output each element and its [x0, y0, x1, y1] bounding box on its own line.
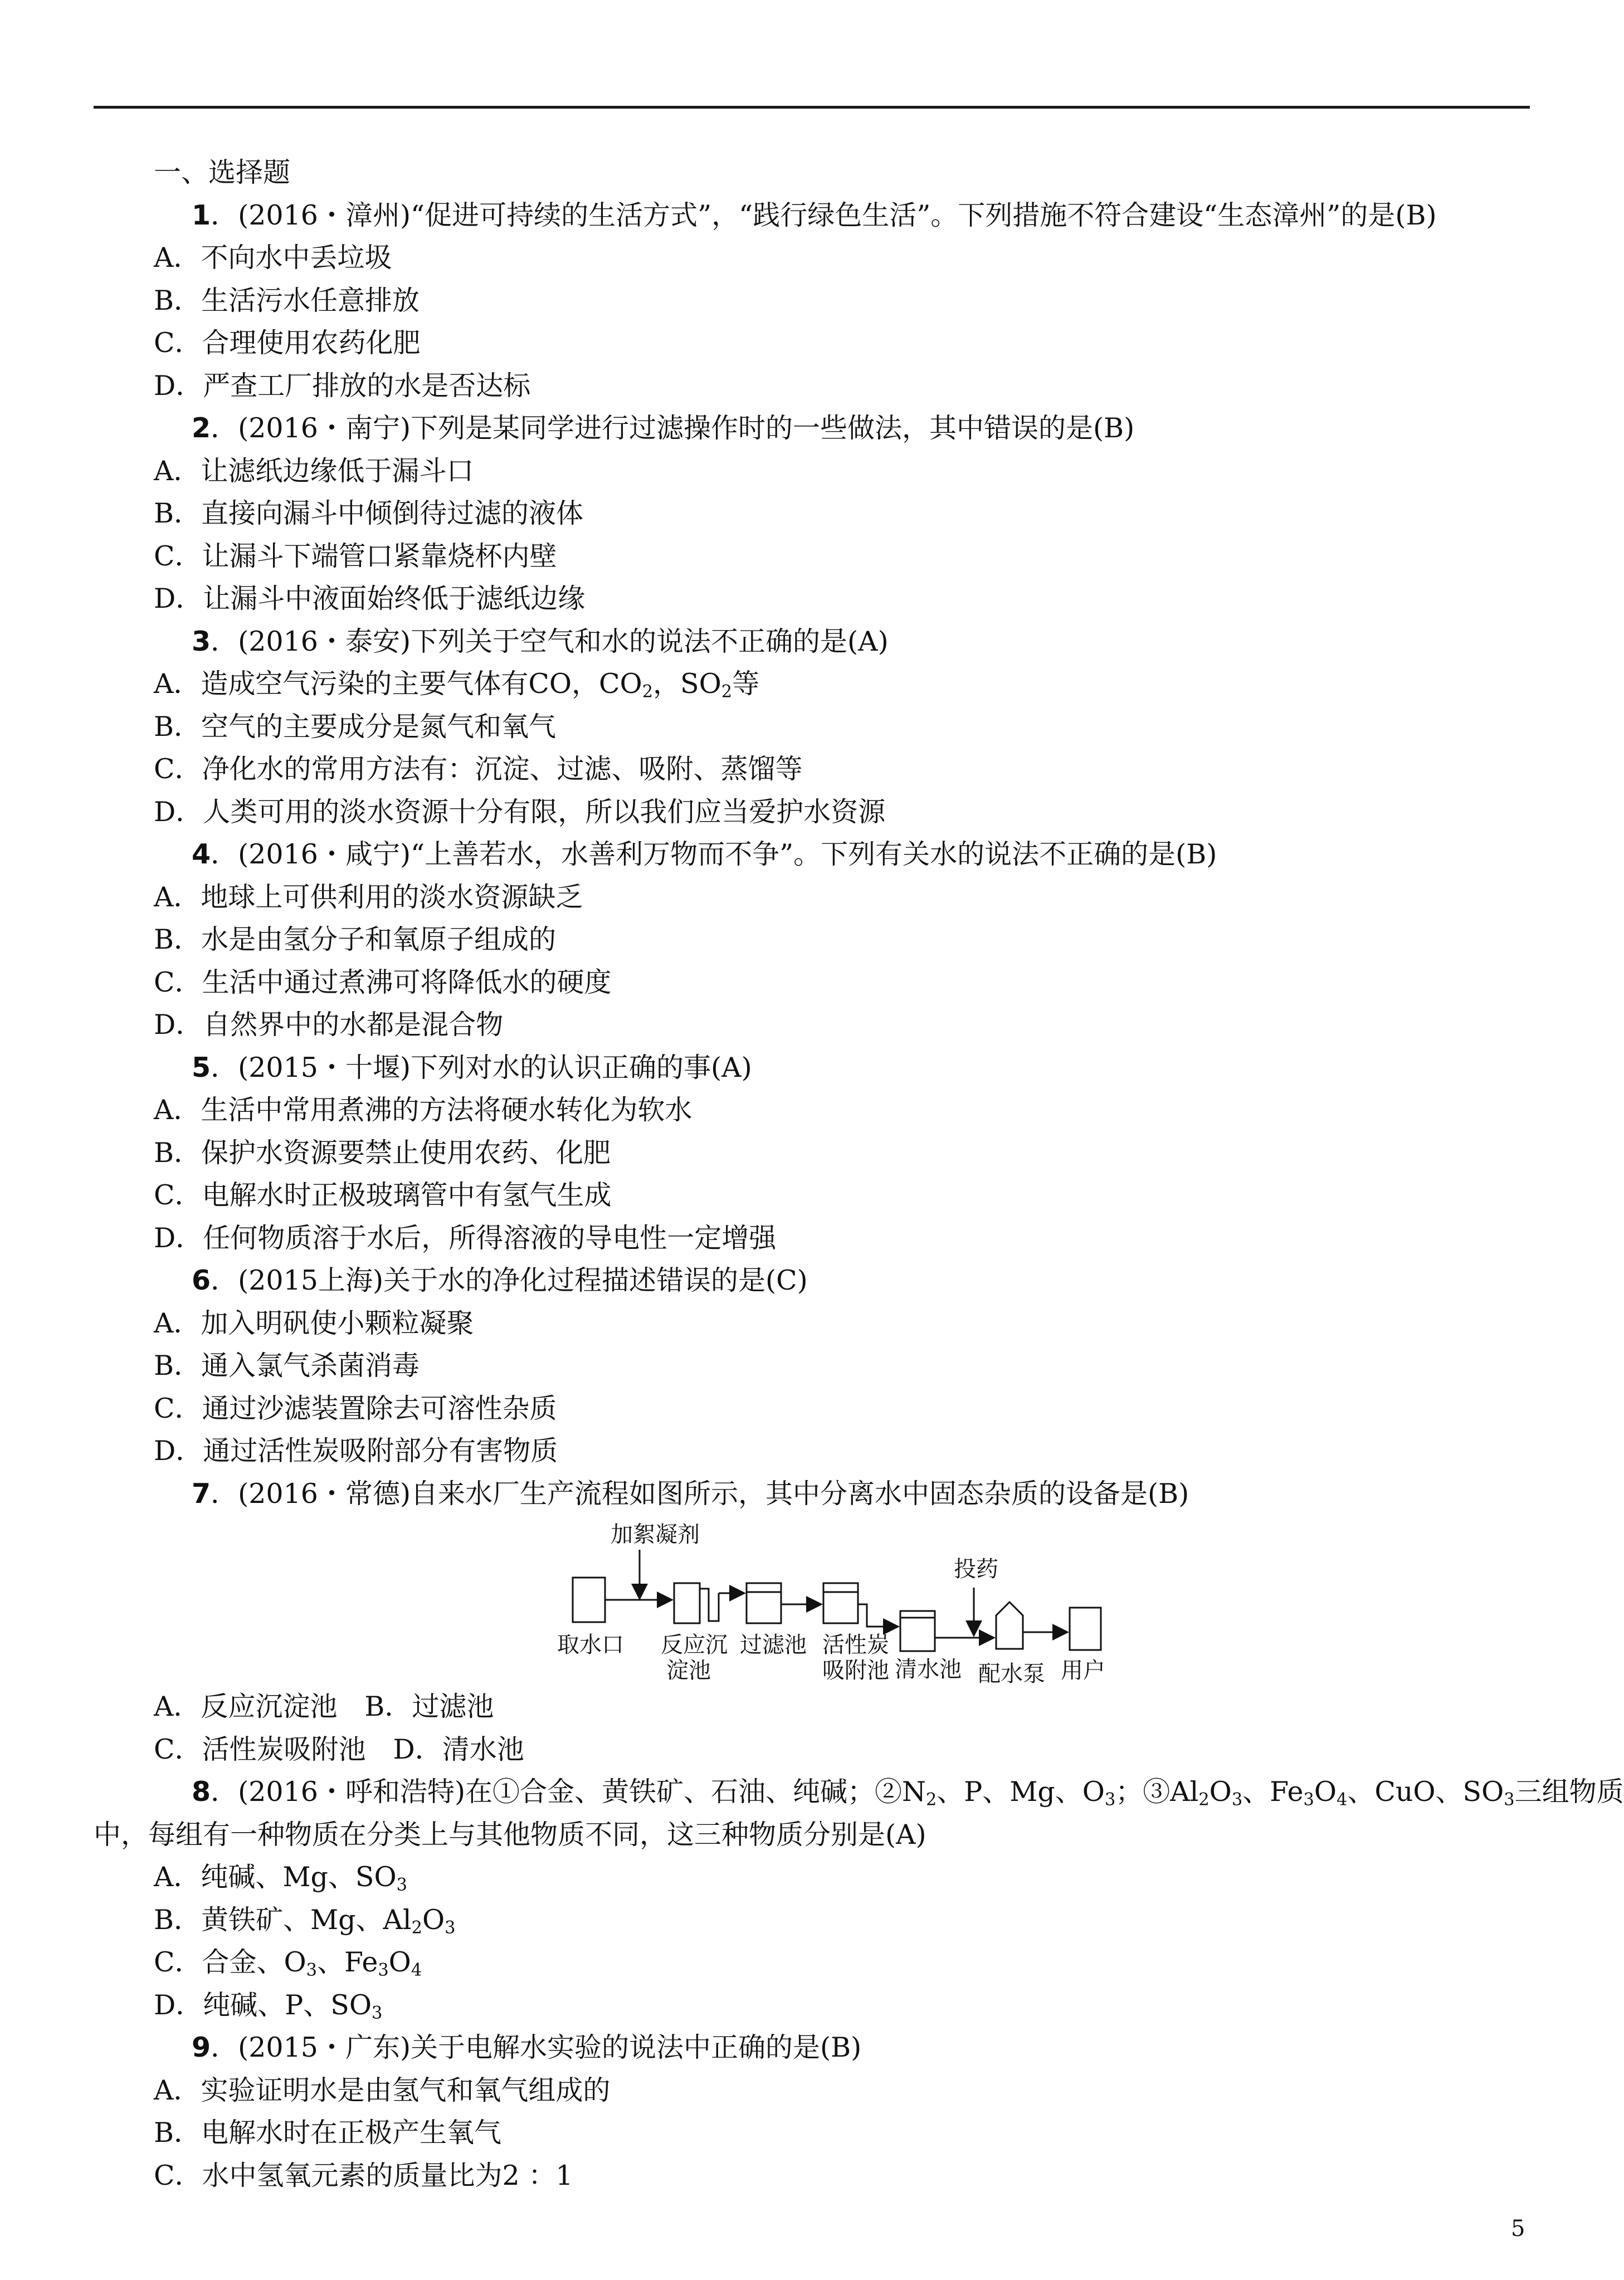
user-box	[1070, 1608, 1101, 1650]
option-9a: A．实验证明水是由氢气和氧气组成的	[154, 2074, 611, 2106]
subscript: 2	[411, 1918, 422, 1938]
formula-text: O	[388, 1946, 411, 1978]
options-7-row1: A．反应沉淀池 B．过滤池	[154, 1691, 494, 1722]
question-text: 、Fe	[1242, 1776, 1304, 1808]
subscript: 4	[1337, 1790, 1348, 1810]
question-5-stem: 5．(2015・十堰)下列对水的认识正确的事(A)	[192, 1051, 752, 1083]
subscript: 2	[721, 682, 733, 702]
question-number: 8	[192, 1776, 211, 1808]
question-text: O	[1209, 1776, 1232, 1808]
question-number: 7	[192, 1477, 211, 1510]
label-pump: 配水泵	[978, 1661, 1045, 1686]
formula-text: A．造成空气污染的主要气体有CO，CO	[154, 668, 642, 700]
question-number: 9	[192, 2032, 211, 2063]
question-4-stem: 4．(2016・咸宁)“上善若水，水善利万物而不争”。下列有关水的说法不正确的是(B)	[192, 838, 1217, 870]
question-text: 三组物质	[1514, 1776, 1624, 1808]
label-carbon-2: 吸附池	[822, 1658, 889, 1683]
question-text: (2016・泰安)下列关于空气和水的说法不正确的是(A)	[238, 625, 889, 657]
subscript: 2	[925, 1790, 937, 1810]
question-text: (2015・十堰)下列对水的认识正确的事(A)	[238, 1051, 752, 1083]
question-text: (2015・广东)关于电解水实验的说法中正确的是(B)	[238, 2032, 862, 2063]
label-clear: 清水池	[895, 1657, 962, 1682]
subscript: 2	[1198, 1790, 1210, 1810]
carbon-tank	[823, 1583, 858, 1623]
options-7-row2: C．活性炭吸附池 D．清水池	[154, 1733, 524, 1765]
question-number: 3	[192, 625, 211, 657]
option-3b: B．空气的主要成分是氮气和氧气	[154, 710, 557, 743]
option-5d: D．任何物质溶于水后，所得溶液的导电性一定增强	[154, 1222, 777, 1254]
question-number: 1	[192, 199, 211, 231]
option-4d: D．自然界中的水都是混合物	[154, 1009, 504, 1041]
label-user: 用户	[1061, 1658, 1105, 1683]
label-reaction-2: 淀池	[666, 1658, 711, 1683]
formula-text: C．合金、O	[154, 1946, 306, 1978]
option-6b: B．通入氯气杀菌消毒	[154, 1350, 420, 1381]
subscript: 3	[378, 1960, 389, 1980]
option-1b: B．生活污水任意排放	[154, 284, 420, 316]
option-2b: B．直接向漏斗中倾倒待过滤的液体	[154, 497, 584, 529]
option-3a	[94, 663, 1530, 706]
subscript: 3	[306, 1960, 317, 1980]
option-2c: C．让漏斗下端管口紧靠烧杯内壁	[154, 540, 557, 572]
option-5b: B．保护水资源要禁止使用农药、化肥	[154, 1136, 611, 1169]
question-3-stem: 3．(2016・泰安)下列关于空气和水的说法不正确的是(A)	[192, 625, 889, 657]
option-4b: B．水是由氢分子和氧原子组成的	[154, 924, 557, 955]
option-4a: A．地球上可供利用的淡水资源缺乏	[154, 881, 583, 913]
formula-text: 等	[732, 668, 760, 700]
question-text: (2016・常德)自来水厂生产流程如图所示，其中分离水中固态杂质的设备是(B)	[238, 1477, 1189, 1510]
label-carbon-1: 活性炭	[822, 1632, 889, 1657]
label-add-coagulant: 加絮凝剂	[611, 1522, 700, 1547]
question-6-stem: 6．(2015上海)关于水的净化过程描述错误的是(C)	[192, 1265, 808, 1296]
page-number: 5	[1511, 2216, 1525, 2242]
question-text: 、P、Mg、O	[937, 1776, 1105, 1808]
option-2d: D．让漏斗中液面始终低于滤纸边缘	[154, 583, 586, 614]
reaction-tank	[674, 1583, 700, 1623]
label-filter: 过滤池	[740, 1632, 807, 1657]
question-text: (2016・咸宁)“上善若水，水善利万物而不争”。下列有关水的说法不正确的是(B)	[238, 838, 1217, 870]
question-text: (2016・漳州)“促进可持续的生活方式”，“践行绿色生活”。下列措施不符合建设“生态漳州”的是(B)	[238, 199, 1437, 231]
water-plant-flow-diagram	[94, 1515, 1530, 1686]
option-6c: C．通过沙滤装置除去可溶性杂质	[154, 1392, 557, 1424]
formula-text: A．纯碱、Mg、SO	[154, 1861, 397, 1893]
subscript: 3	[396, 1875, 407, 1895]
option-5a: A．生活中常用煮沸的方法将硬水转化为软水	[154, 1094, 692, 1126]
question-2-stem: 2．(2016・南宁)下列是某同学进行过滤操作时的一些做法，其中错误的是(B)	[192, 412, 1135, 444]
intake-box	[573, 1578, 605, 1622]
option-8c	[94, 1941, 1530, 1984]
option-1c: C．合理使用农药化肥	[154, 327, 421, 359]
question-text: O	[1314, 1776, 1337, 1808]
label-intake: 取水口	[557, 1632, 624, 1657]
worksheet-body	[94, 152, 1624, 2197]
formula-text: O	[422, 1903, 445, 1936]
formula-text: B．黄铁矿、Mg、Al	[154, 1903, 412, 1936]
question-text: 、CuO、SO	[1347, 1776, 1504, 1808]
subscript: 3	[1303, 1790, 1314, 1810]
subscript: 3	[1231, 1790, 1243, 1810]
option-4c: C．生活中通过煮沸可将降低水的硬度	[154, 966, 612, 998]
formula-text: ，SO	[653, 668, 721, 700]
option-1d: D．严查工厂排放的水是否达标	[154, 369, 531, 402]
question-8-stem-cont: 中，每组有一种物质在分类上与其他物质不同，这三种物质分别是(A)	[94, 1818, 926, 1851]
option-2a: A．让滤纸边缘低于漏斗口	[154, 455, 474, 487]
filter-tank	[747, 1583, 781, 1623]
header-rule	[94, 106, 1530, 109]
option-6a: A．加入明矾使小颗粒凝聚	[154, 1307, 474, 1339]
question-1-stem: 1．(2016・漳州)“促进可持续的生活方式”，“践行绿色生活”。下列措施不符合建设“生态漳州”的是(B)	[192, 199, 1437, 231]
question-9-stem: 9．(2015・广东)关于电解水实验的说法中正确的是(B)	[192, 2032, 862, 2063]
question-number: 5	[192, 1051, 211, 1083]
label-dosing: 投药	[954, 1556, 998, 1581]
option-5c: C．电解水时正极玻璃管中有氢气生成	[154, 1179, 612, 1211]
option-8a	[94, 1856, 1530, 1899]
option-3d: D．人类可用的淡水资源十分有限，所以我们应当爱护水资源	[154, 795, 886, 828]
subscript: 2	[642, 682, 653, 702]
option-3c: C．净化水的常用方法有：沉淀、过滤、吸附、蒸馏等	[154, 753, 803, 785]
question-text: ；③Al	[1115, 1776, 1199, 1808]
question-number: 4	[192, 838, 211, 870]
option-9c: C．水中氢氧元素的质量比为2 ：1	[154, 2159, 573, 2191]
option-9b: B．电解水时在正极产生氧气	[154, 2117, 502, 2149]
question-text: (2016・呼和浩特)在①合金、黄铁矿、石油、纯碱；②N	[238, 1776, 926, 1808]
option-8b	[94, 1899, 1530, 1942]
question-number: 6	[192, 1265, 211, 1296]
subscript: 3	[1504, 1790, 1515, 1810]
subscript: 3	[372, 2003, 383, 2023]
pump-shape	[996, 1602, 1023, 1649]
label-reaction-1: 反应沉	[661, 1632, 728, 1657]
question-8-stem: 8．(2016・呼和浩特)在①合金、黄铁矿、石油、纯碱；$②N_2$、P、Mg、$O_3$；$③Al_2O_3$、$Fe_3O_4$、CuO、$SO_3$三组物质	[192, 1776, 1624, 1810]
option-8d	[94, 1984, 1530, 2027]
question-number: 2	[192, 412, 211, 444]
question-7-stem: 7．(2016・常德)自来水厂生产流程如图所示，其中分离水中固态杂质的设备是(B)	[192, 1477, 1189, 1510]
subscript: 4	[411, 1960, 422, 1980]
question-text: (2016・南宁)下列是某同学进行过滤操作时的一些做法，其中错误的是(B)	[238, 412, 1135, 444]
option-6d: D．通过活性炭吸附部分有害物质	[154, 1435, 558, 1467]
question-text: (2015上海)关于水的净化过程描述错误的是(C)	[238, 1265, 808, 1296]
formula-text: D．纯碱、P、SO	[154, 1989, 372, 2021]
section-title: 一、选择题	[154, 157, 291, 188]
formula-text: 、Fe	[317, 1946, 378, 1978]
subscript: 3	[1104, 1790, 1116, 1810]
option-1a: A．不向水中丢垃圾	[154, 242, 392, 274]
subscript: 3	[445, 1918, 456, 1938]
